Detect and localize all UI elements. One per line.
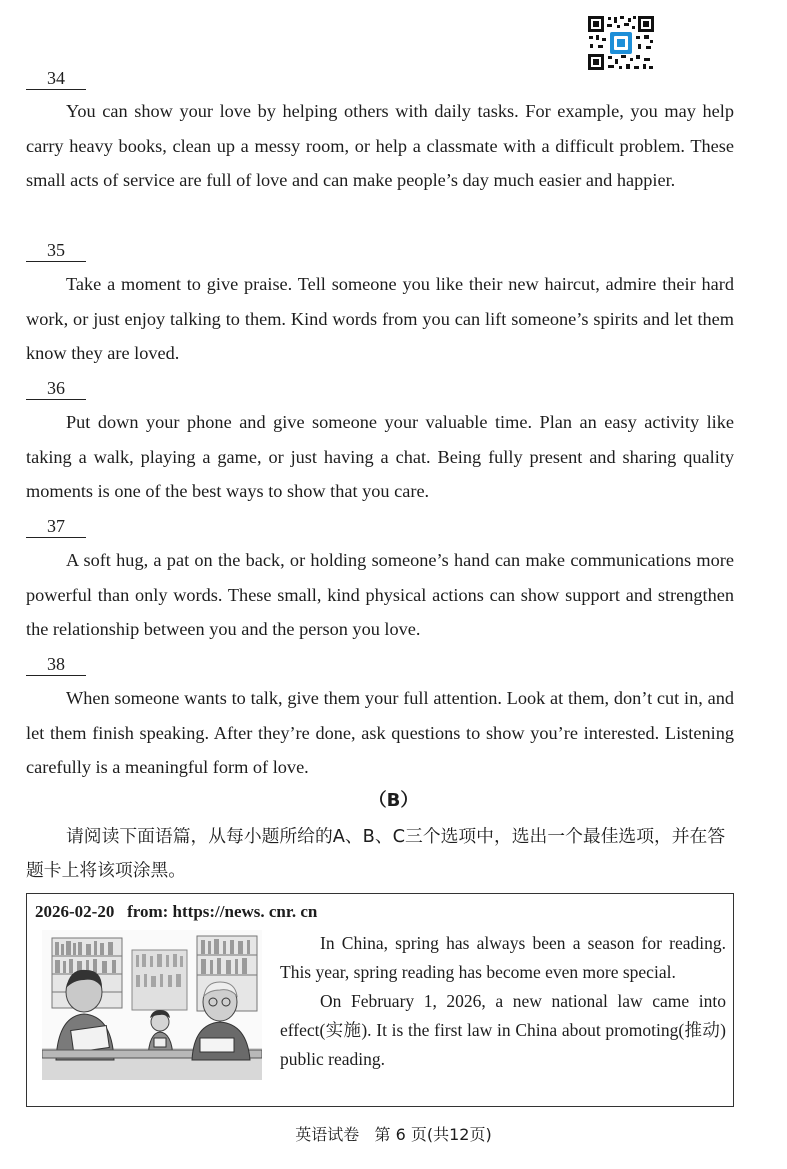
reading-library-illustration bbox=[42, 930, 262, 1080]
paragraph-36-text: Put down your phone and give someone your valuable time. Plan an easy activity like taking a walk, playing a game, or just having a chat. Being fully present and sharing quality moments is one of the best ways to show that you care. bbox=[26, 412, 734, 501]
article-paragraph-2 bbox=[280, 987, 726, 1074]
article-box bbox=[26, 893, 734, 1107]
part-b-instruction-text: 请阅读下面语篇，从每小题所给的A、B、C三个选项中，选出一个最佳选项，并在答题卡上将该项涂黑。 bbox=[26, 826, 726, 881]
qr-code-image bbox=[586, 14, 656, 72]
article-paragraph-2-text: On February 1, 2026, a new national law came into effect(实施). It is the first law in China about promoting(推动) public reading. bbox=[280, 991, 726, 1069]
paragraph-36 bbox=[26, 405, 734, 509]
page-footer: 英语试卷 第 6 页(共12页) bbox=[295, 1125, 492, 1144]
paragraph-35 bbox=[26, 267, 734, 371]
part-b-instruction bbox=[26, 820, 734, 888]
answer-blank-35: 35 bbox=[26, 239, 86, 262]
article-paragraph-1 bbox=[280, 929, 726, 987]
article-header: 2026-02-20 from: https://news. cnr. cn bbox=[35, 902, 318, 921]
paragraph-38-text: When someone wants to talk, give them your full attention. Look at them, don’t cut in, and let them finish speaking. After they’re done, ask questions to show you’re interested. Listening carefully is a meaningful form of love. bbox=[26, 688, 734, 777]
part-b-label: （B） bbox=[368, 790, 419, 811]
answer-blank-38: 38 bbox=[26, 653, 86, 676]
answer-blank-37: 37 bbox=[26, 515, 86, 538]
article-body bbox=[280, 929, 726, 1074]
paragraph-34-text: You can show your love by helping others with daily tasks. For example, you may help carry heavy books, clean up a messy room, or help a classmate with a difficult problem. These small acts of service are full of love and can make people’s day much easier and happier. bbox=[26, 101, 734, 190]
paragraph-37 bbox=[26, 543, 734, 647]
paragraph-35-text: Take a moment to give praise. Tell someone you like their new haircut, admire their hard work, or just enjoy talking to them. Kind words from you can lift someone’s spirits and let them know they are loved. bbox=[26, 274, 734, 363]
answer-blank-34: 34 bbox=[26, 67, 86, 90]
article-paragraph-1-text: In China, spring has always been a season for reading. This year, spring reading has become even more special. bbox=[280, 933, 726, 982]
paragraph-38 bbox=[26, 681, 734, 785]
answer-blank-36: 36 bbox=[26, 377, 86, 400]
paragraph-37-text: A soft hug, a pat on the back, or holding someone’s hand can make communications more powerful than only words. These small, kind physical actions can show support and strengthen the relationship between you and the person you love. bbox=[26, 550, 734, 639]
paragraph-34 bbox=[26, 94, 734, 198]
